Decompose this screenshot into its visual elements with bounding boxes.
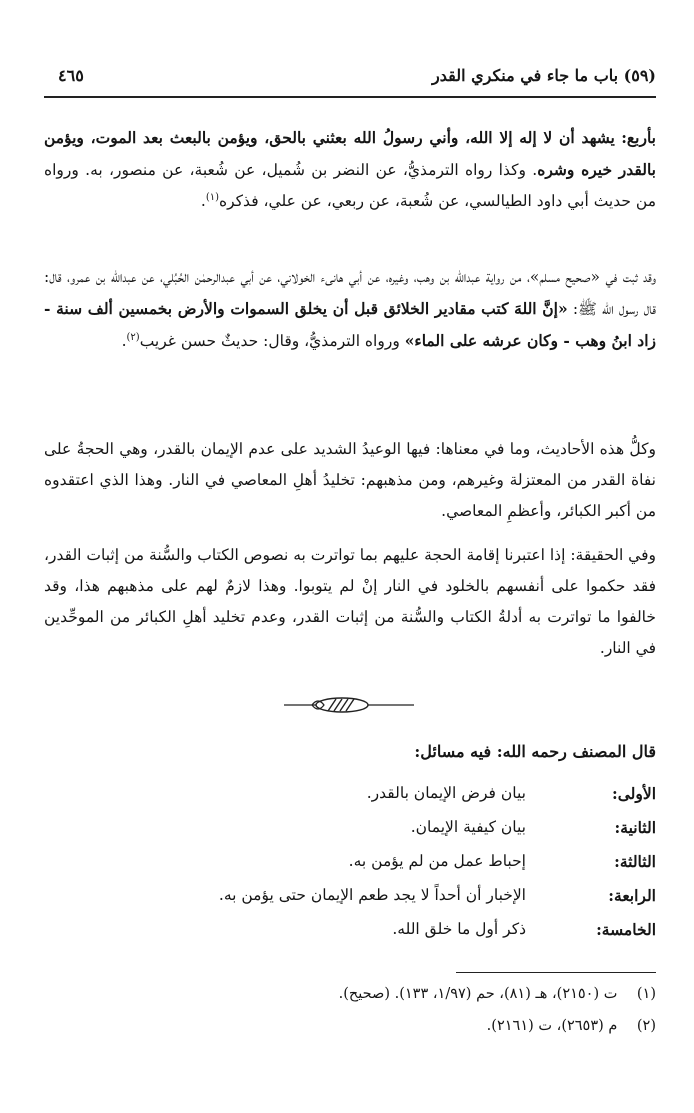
paragraph-1-text: . وكذا رواه الترمذيُّ، عن النضر بن شُميل، عن شُعبة، عن منصور، به. ورواه من حديث أبي داود الطيالسي، عن شُعبة، عن ربعي، عن علي، فذكره — [44, 161, 656, 210]
paragraph-1 — [44, 122, 656, 217]
issue-text: إحباط عمل من لم يؤمن به. — [348, 852, 526, 870]
issue-ordinal: الثانية: — [614, 818, 656, 837]
paragraph-1-lead: بأربع: — [621, 128, 656, 147]
paragraph-2-text-b: ورواه الترمذيُّ، وقال: حديثٌ حسن غريب — [139, 332, 405, 350]
footnote — [487, 1018, 656, 1034]
paragraph-3: وكلُّ هذه الأحاديث، وما في معناها: فيها الوعيدُ الشديد على عدم الإيمان بالقدر، وهي الحجةُ على نفاة القدر من المعتزلة وغيرهم، ومن مذهبهم: تخليدُ أهلِ المعاصي في النار. وهذا الذي اعتقدوه من أكبر الكبائر، وأعظمِ المعاصي. — [44, 440, 656, 520]
footnote-number: (١) — [636, 986, 656, 1002]
paragraph-1-end: . — [200, 192, 206, 210]
footnote-text: ت (٢١٥٠)، هـ (٨١)، حم (١/٩٧، ١٣٣). (صحيح). — [338, 986, 618, 1002]
issues-heading: قال المصنف رحمه الله: فيه مسائل: — [414, 742, 656, 761]
issue-ordinal: الخامسة: — [596, 920, 656, 939]
issue-item — [44, 920, 656, 950]
issue-text: الإخبار أن أحداً لا يجد طعم الإيمان حتى يؤمن به. — [218, 886, 526, 904]
chapter-title: (٥٩) باب ما جاء في منكري القدر — [432, 66, 656, 85]
footnote-text: م (٢٦٥٣)، ت (٢١٦١). — [486, 1018, 618, 1034]
footnote-separator — [456, 972, 656, 973]
page-number: ٤٦٥ — [58, 66, 84, 85]
footnote-mark-2: (٢) — [126, 331, 140, 343]
issue-ordinal: الأولى: — [612, 784, 656, 803]
hadith-quote-2: «إنَّ اللهَ كتب مقادير الخلائق قبل أن يخلق السموات والأرض بخمسين ألف سنة - زاد ابنُ وهب - وكان عرشه على الماء» — [44, 299, 656, 350]
issue-ordinal: الثالثة: — [614, 852, 656, 871]
issue-item — [44, 886, 656, 916]
hadith-quote-1: يشهد أن لا إله إلا الله، وأني رسولُ الله بعثني بالحق، ويؤمن بالبعث بعد الموت، ويؤمن بالقدر خيره وشره — [44, 128, 656, 179]
paragraph-2-end: . — [121, 332, 127, 350]
issue-item — [44, 818, 656, 848]
issue-text: بيان كيفية الإيمان. — [410, 818, 526, 836]
page-header — [44, 62, 656, 98]
paragraph-4: وفي الحقيقة: إذا اعتبرنا إقامة الحجة عليهم بما تواترت به نصوص الكتاب والسُّنة من إثبات القدر، فقد حكموا على أنفسهم بالخلود في النار إنْ لم يتوبوا. وهذا لازمٌ لهم على مذهبهم هذا، وقد خالفوا ما تواترت به أدلةُ الكتاب والسُّنة من إثبات القدر، وعدم تخليد أهلِ الكبائر من الموحِّدين في النار. — [44, 546, 656, 657]
issue-text: ذكر أول ما خلق الله. — [392, 920, 526, 938]
issue-ordinal: الرابعة: — [608, 886, 656, 905]
issue-item — [44, 784, 656, 814]
footnote — [339, 986, 656, 1002]
paragraph-2 — [44, 262, 656, 357]
footnote-number: (٢) — [636, 1018, 656, 1034]
issue-text: بيان فرض الإيمان بالقدر. — [366, 784, 526, 802]
issue-item — [44, 852, 656, 882]
footnote-mark-1: (١) — [205, 191, 219, 203]
ornament-divider-icon — [284, 693, 414, 717]
paragraph-2-text-a: وقد ثبت في «صحيح مسلم»، من رواية عبدالله بن وهب، وغيره، عن أبي هانىء الخولاني، عن أبي عبدالرحمٰن الحُبُلي، عن عبدالله بن عمرو، قال: قال رسول الله ﷺ: — [44, 268, 656, 318]
